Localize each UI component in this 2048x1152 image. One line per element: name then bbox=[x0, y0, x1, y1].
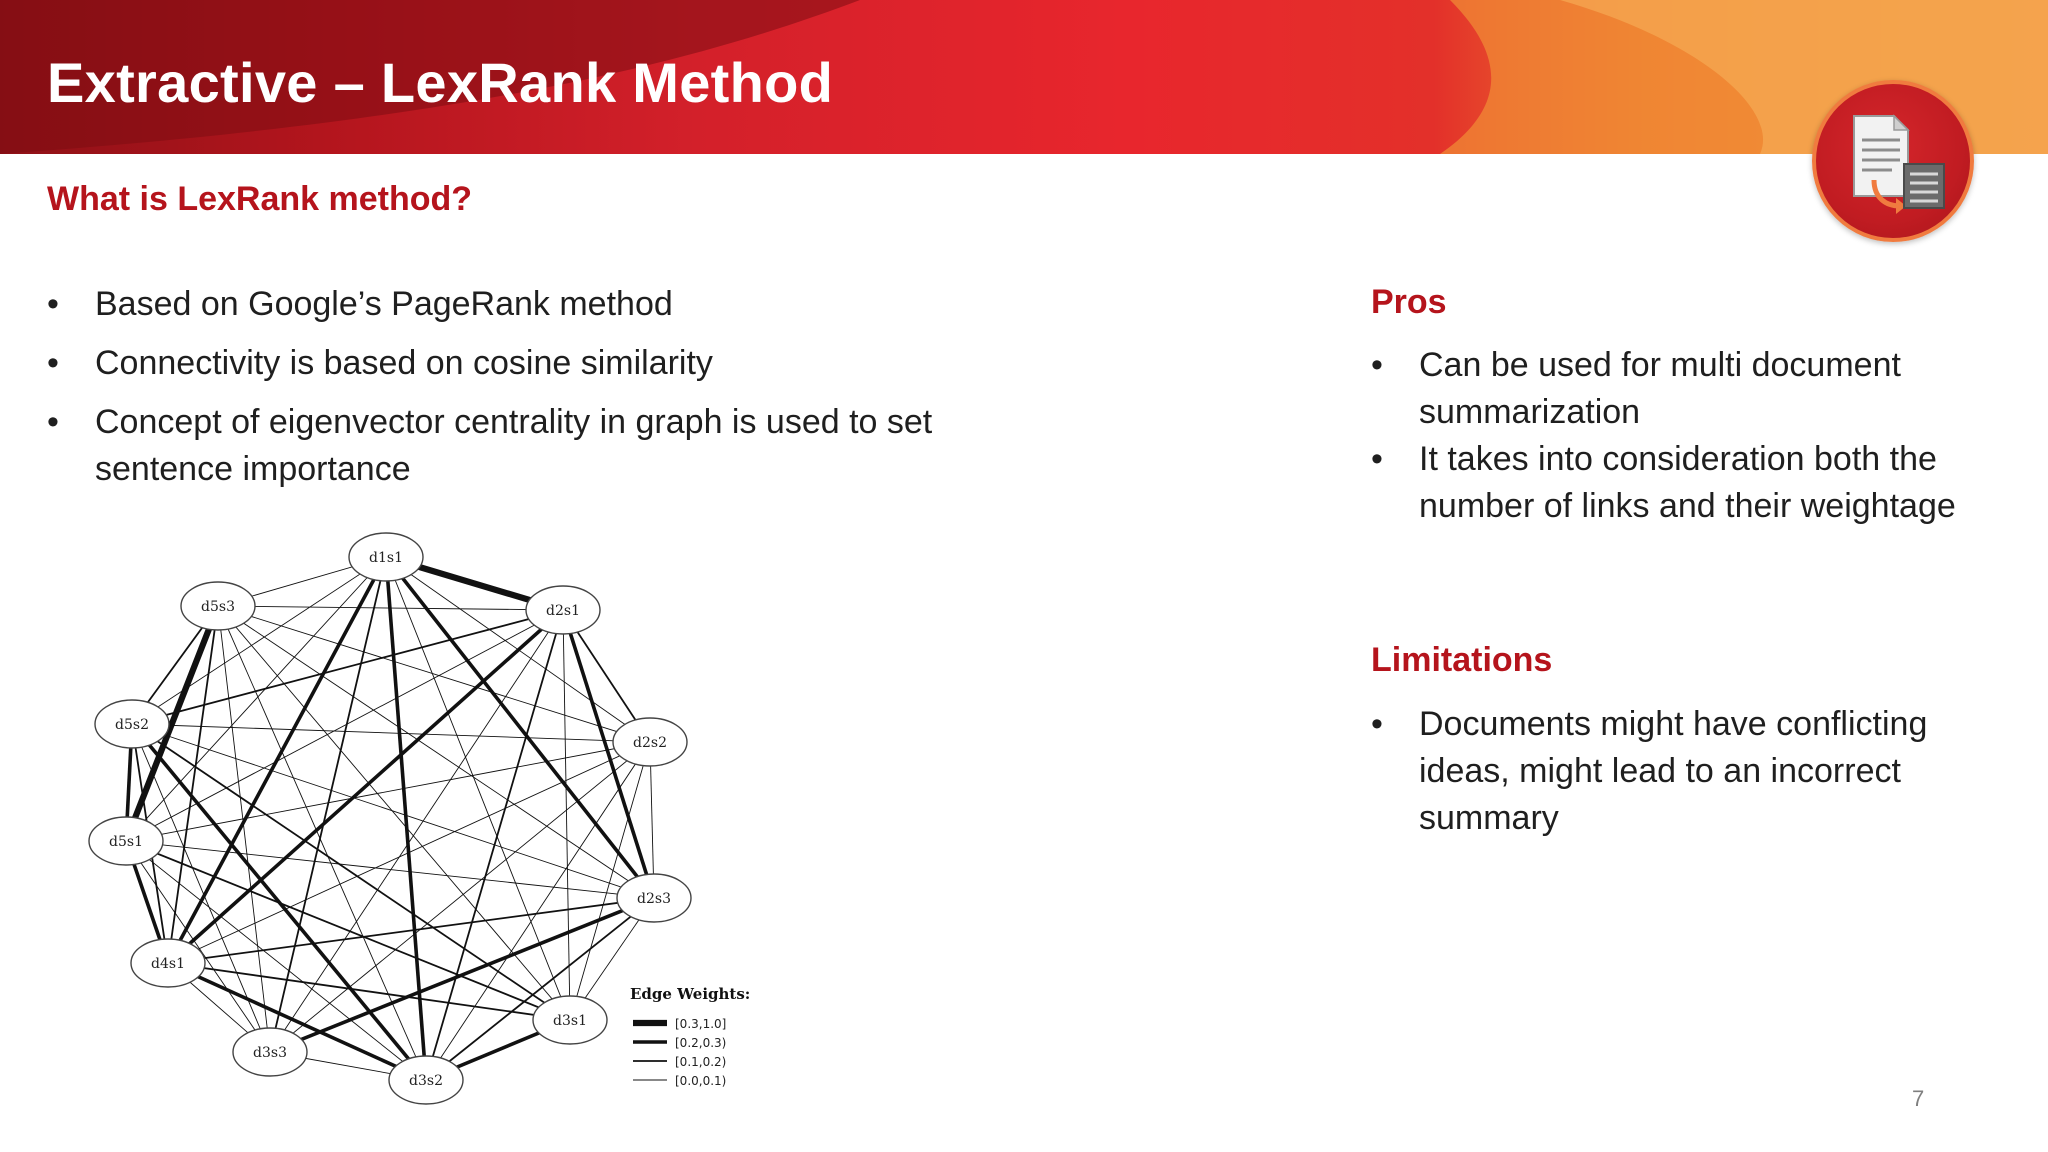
graph-edge-d3s2-d2s3 bbox=[426, 898, 654, 1080]
graph-node-label: d5s3 bbox=[201, 599, 235, 615]
graph-node-label: d3s3 bbox=[253, 1045, 287, 1061]
bullet-item bbox=[47, 281, 1027, 328]
graph-node-d3s1 bbox=[533, 996, 607, 1044]
graph-node-d3s2 bbox=[389, 1056, 463, 1104]
graph-node-label: d4s1 bbox=[151, 956, 185, 972]
legend-label: [0.2,0.3) bbox=[675, 1036, 727, 1050]
slide-subtitle: What is LexRank method? bbox=[47, 180, 473, 218]
edge-weight-legend bbox=[630, 985, 750, 1088]
legend-label: [0.1,0.2) bbox=[675, 1055, 727, 1069]
graph-node-label: d2s2 bbox=[633, 735, 667, 751]
page-number: 7 bbox=[1912, 1086, 1925, 1111]
bullet-item bbox=[47, 340, 1027, 387]
document-summary-icon bbox=[1816, 84, 1970, 238]
pros-item bbox=[1371, 342, 2011, 436]
graph-node-d5s3 bbox=[181, 582, 255, 630]
graph-edge-d2s1-d3s1 bbox=[563, 610, 570, 1020]
graph-node-label: d3s1 bbox=[553, 1013, 587, 1029]
bullet-text: It takes into consideration both the number of links and their weightage bbox=[1419, 440, 1956, 525]
pros-heading: Pros bbox=[1371, 283, 1447, 321]
graph-edge-d5s3-d3s3 bbox=[218, 606, 270, 1052]
bullet-icon: • bbox=[1371, 440, 1383, 478]
graph-node-label: d1s1 bbox=[369, 550, 403, 566]
graph-edge-d5s2-d2s3 bbox=[132, 724, 654, 898]
legend-label: [0.0,0.1) bbox=[675, 1074, 727, 1088]
pros-list bbox=[1371, 342, 2011, 530]
graph-edge-d1s1-d2s2 bbox=[386, 557, 650, 742]
bullet-item bbox=[47, 399, 1027, 493]
graph-node-label: d3s2 bbox=[409, 1073, 443, 1089]
legend-label: [0.3,1.0] bbox=[675, 1017, 727, 1031]
bullet-icon: • bbox=[1371, 346, 1383, 384]
bullet-icon: • bbox=[47, 285, 59, 323]
graph-edge-d4s1-d2s3 bbox=[168, 898, 654, 963]
graph-node-d2s3 bbox=[617, 874, 691, 922]
bullet-text: Can be used for multi document summarization bbox=[1419, 346, 1901, 431]
graph-node-d1s1 bbox=[349, 533, 423, 581]
bullet-icon: • bbox=[1371, 705, 1383, 743]
bullet-text: Based on Google’s PageRank method bbox=[95, 285, 673, 323]
logo-badge bbox=[1812, 80, 1974, 242]
bullet-text: Documents might have conflicting ideas, might lead to an incorrect summary bbox=[1419, 705, 1928, 837]
limitations-item bbox=[1371, 701, 2011, 842]
limitations-heading: Limitations bbox=[1371, 641, 1553, 679]
graph-node-label: d5s2 bbox=[115, 717, 149, 733]
graph-node-d5s2 bbox=[95, 700, 169, 748]
main-bullet-list bbox=[47, 281, 1027, 505]
graph-node-d2s1 bbox=[526, 586, 600, 634]
graph-node-d5s1 bbox=[89, 817, 163, 865]
bullet-text: Connectivity is based on cosine similarity bbox=[95, 344, 713, 382]
graph-edge-d5s1-d2s3 bbox=[126, 841, 654, 898]
bullet-icon: • bbox=[47, 403, 59, 441]
graph-node-label: d2s3 bbox=[637, 891, 671, 907]
graph-node-d2s2 bbox=[613, 718, 687, 766]
graph-node-d4s1 bbox=[131, 939, 205, 987]
legend-title: Edge Weights: bbox=[630, 985, 751, 1003]
slide-title: Extractive – LexRank Method bbox=[47, 51, 834, 114]
graph-edge-d5s2-d2s2 bbox=[132, 724, 650, 742]
graph-edge-d1s1-d3s3 bbox=[270, 557, 386, 1052]
pros-item bbox=[1371, 436, 2011, 530]
title-banner bbox=[0, 0, 2048, 154]
bullet-icon: • bbox=[47, 344, 59, 382]
graph-node-label: d2s1 bbox=[546, 603, 580, 619]
bullet-text: Concept of eigenvector centrality in graph is used to set sentence importance bbox=[95, 403, 933, 488]
lexrank-graph-diagram bbox=[80, 520, 760, 1110]
graph-node-d3s3 bbox=[233, 1028, 307, 1076]
limitations-list bbox=[1371, 701, 2011, 842]
graph-node-label: d5s1 bbox=[109, 834, 143, 850]
